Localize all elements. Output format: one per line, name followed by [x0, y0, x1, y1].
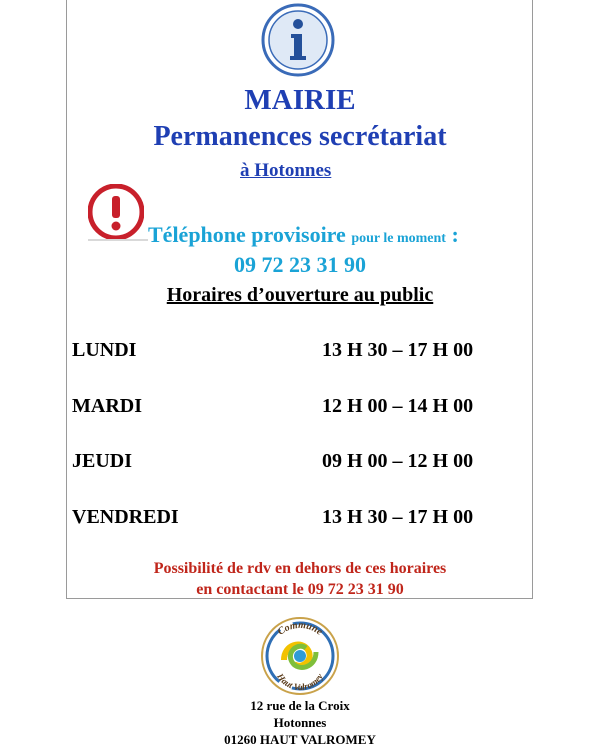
- note-line-2: en contactant le 09 72 23 31 90: [196, 581, 404, 598]
- info-icon: [260, 2, 336, 78]
- phone-note: pour le moment: [351, 231, 446, 246]
- phone-number: 09 72 23 31 90: [234, 252, 366, 277]
- address-line-2: Hotonnes: [273, 715, 327, 730]
- hours-title: Horaires d’ouverture au public: [166, 284, 434, 306]
- appointment-note: [0, 558, 600, 600]
- alert-underline: [88, 239, 148, 241]
- phone-label: Téléphone provisoire: [148, 222, 346, 247]
- location-label: à Hotonnes: [240, 160, 332, 181]
- day-monday: LUNDI: [72, 339, 137, 361]
- logo-bottom-text: Haut Valromey: [275, 671, 325, 693]
- logo-top-text: Commune: [275, 619, 325, 638]
- time-thursday: 09 H 00 – 12 H 00: [322, 450, 474, 472]
- day-friday: VENDREDI: [72, 506, 179, 528]
- page-subtitle: Permanences secrétariat: [153, 121, 447, 152]
- time-monday: 13 H 30 – 17 H 00: [322, 339, 474, 361]
- address-line-1: 12 rue de la Croix: [250, 698, 350, 713]
- time-friday: 13 H 30 – 17 H 00: [322, 506, 474, 528]
- commune-logo: [258, 614, 342, 698]
- address-line-3: 01260 HAUT VALROMEY: [224, 732, 376, 747]
- phone-label-line: [148, 222, 459, 248]
- phone-colon: :: [451, 222, 459, 247]
- note-line-1: Possibilité de rdv en dehors de ces horaires: [153, 560, 447, 577]
- day-tuesday: MARDI: [72, 395, 142, 417]
- day-thursday: JEUDI: [72, 450, 133, 472]
- time-tuesday: 12 H 00 – 14 H 00: [322, 395, 474, 417]
- page-title: MAIRIE: [244, 84, 356, 116]
- exclamation-icon: [88, 184, 144, 240]
